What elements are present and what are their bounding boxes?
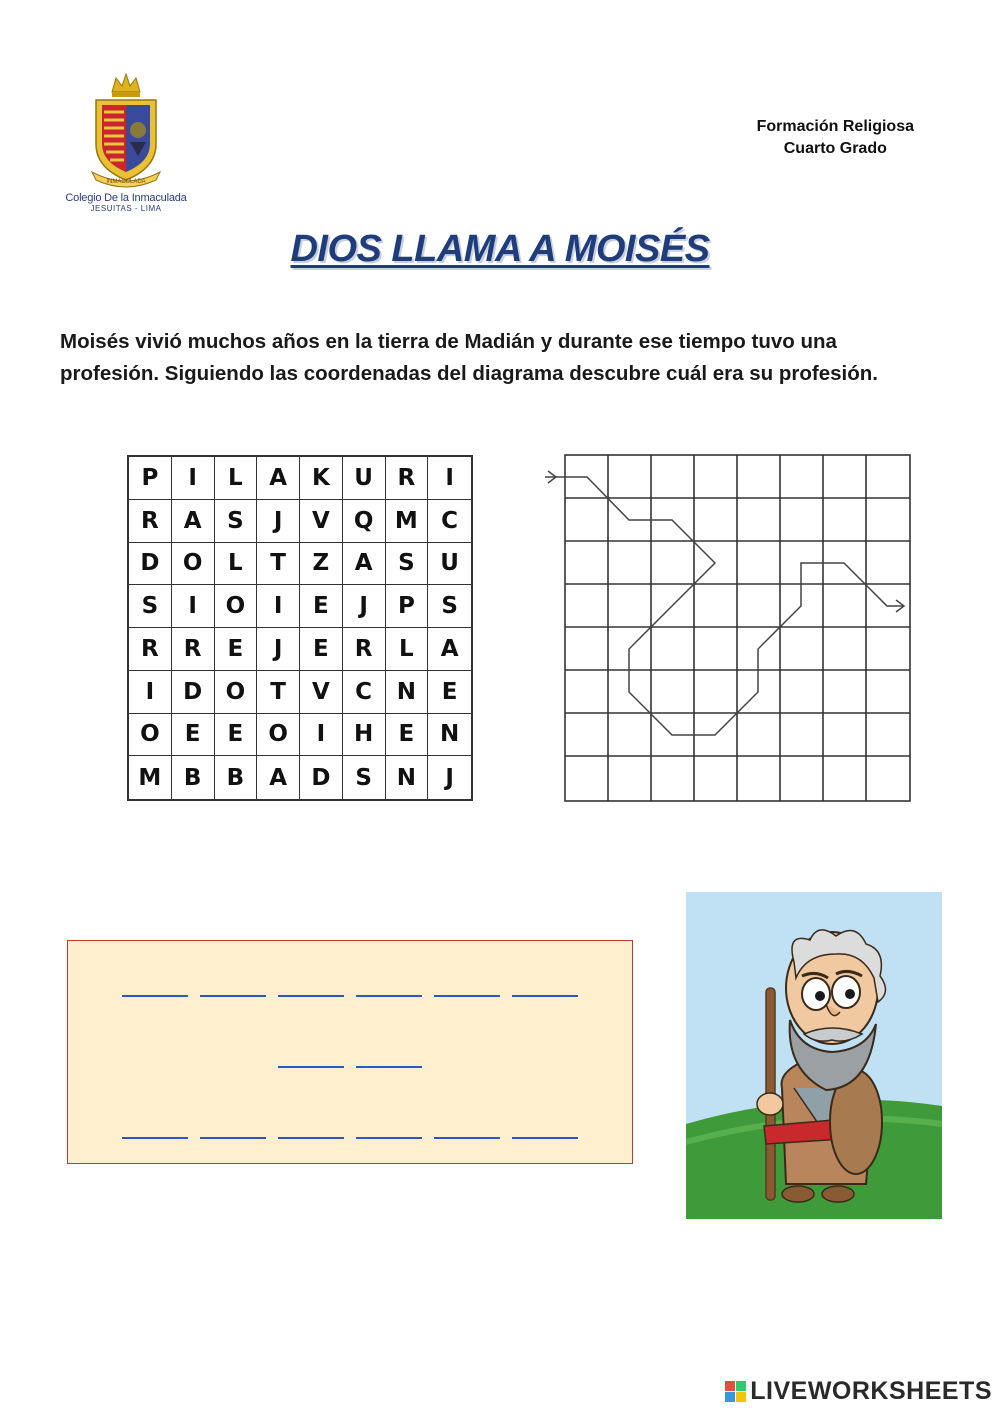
- letter-cell: O: [257, 714, 300, 757]
- letter-cell: E: [215, 628, 258, 671]
- answer-blank[interactable]: [278, 1064, 344, 1068]
- letter-cell: T: [257, 671, 300, 714]
- letter-cell: A: [343, 543, 386, 586]
- answer-blank[interactable]: [278, 1135, 344, 1139]
- letter-cell: A: [257, 756, 300, 799]
- letter-cell: O: [129, 714, 172, 757]
- letter-cell: E: [300, 628, 343, 671]
- answer-row-1: [68, 993, 632, 997]
- letter-cell: E: [215, 714, 258, 757]
- letter-cell: I: [172, 585, 215, 628]
- letter-cell: P: [129, 457, 172, 500]
- answer-blank[interactable]: [356, 993, 422, 997]
- school-city: JESUITAS - LIMA: [90, 204, 162, 213]
- letter-cell: R: [343, 628, 386, 671]
- letter-cell: B: [172, 756, 215, 799]
- answer-blank[interactable]: [512, 1135, 578, 1139]
- letter-cell: D: [172, 671, 215, 714]
- letter-cell: V: [300, 671, 343, 714]
- letter-cell: H: [343, 714, 386, 757]
- letter-cell: M: [386, 500, 429, 543]
- answer-blank[interactable]: [356, 1135, 422, 1139]
- liveworksheets-logo-icon: [725, 1381, 746, 1402]
- letter-cell: O: [172, 543, 215, 586]
- crest-ribbon-text: INMACULADA: [106, 179, 146, 185]
- letter-cell: P: [386, 585, 429, 628]
- letter-cell: O: [215, 671, 258, 714]
- instructions-text: Moisés vivió muchos años en la tierra de Madián y durante ese tiempo tuvo una profesión. Siguiendo las coordenadas del diagrama descubre cuál era su profesión.: [60, 330, 878, 385]
- page-title: DIOS LLAMA A MOISÉS: [290, 228, 710, 270]
- letter-cell: N: [386, 756, 429, 799]
- letter-grid: [127, 455, 473, 801]
- course-subject: Formación Religiosa: [756, 118, 914, 135]
- school-crest-icon: [86, 72, 166, 190]
- letter-cell: L: [215, 543, 258, 586]
- letter-cell: D: [300, 756, 343, 799]
- letter-cell: A: [172, 500, 215, 543]
- letter-cell: I: [428, 457, 471, 500]
- letter-cell: M: [129, 756, 172, 799]
- letter-cell: V: [300, 500, 343, 543]
- letter-cell: L: [386, 628, 429, 671]
- letter-cell: B: [215, 756, 258, 799]
- answer-blank[interactable]: [356, 1064, 422, 1068]
- letter-cell: U: [428, 543, 471, 586]
- letter-cell: E: [300, 585, 343, 628]
- letter-cell: R: [172, 628, 215, 671]
- path-diagram: [540, 452, 916, 804]
- letter-cell: A: [257, 457, 300, 500]
- brand-footer: [725, 1377, 992, 1406]
- path-line: [545, 477, 903, 735]
- letter-cell: C: [343, 671, 386, 714]
- letter-cell: R: [386, 457, 429, 500]
- letter-cell: J: [445, 764, 454, 791]
- answer-blank[interactable]: [434, 1135, 500, 1139]
- school-name: Colegio De la Inmaculada: [65, 192, 187, 204]
- letter-cell: N: [428, 714, 471, 757]
- letter-cell: T: [257, 543, 300, 586]
- letter-cell: J: [257, 628, 300, 671]
- letter-cell: Z: [300, 543, 343, 586]
- letter-cell: I: [300, 714, 343, 757]
- answer-blank[interactable]: [122, 993, 188, 997]
- answer-blank[interactable]: [200, 993, 266, 997]
- letter-cell: Q: [343, 500, 386, 543]
- answer-box: [67, 940, 633, 1164]
- school-logo: [58, 72, 194, 222]
- answer-blank[interactable]: [200, 1135, 266, 1139]
- letter-cell: I: [172, 457, 215, 500]
- answer-blank[interactable]: [434, 993, 500, 997]
- letter-cell: I: [129, 671, 172, 714]
- letter-cell: O: [215, 585, 258, 628]
- answer-row-3: [68, 1135, 632, 1139]
- answer-blank[interactable]: [122, 1135, 188, 1139]
- letter-cell: S: [386, 543, 429, 586]
- letter-cell: S: [215, 500, 258, 543]
- letter-cell: E: [386, 714, 429, 757]
- letter-cell: E: [428, 671, 471, 714]
- letter-cell: S: [129, 585, 172, 628]
- letter-cell: S: [428, 585, 471, 628]
- letter-cell: A: [428, 628, 471, 671]
- letter-cell: S: [343, 756, 386, 799]
- letter-cell: N: [386, 671, 429, 714]
- answer-row-2: [68, 1064, 632, 1068]
- letter-cell: I: [257, 585, 300, 628]
- course-grade: Cuarto Grado: [783, 140, 887, 157]
- answer-blank[interactable]: [512, 993, 578, 997]
- letter-cell: E: [172, 714, 215, 757]
- moses-illustration: [686, 892, 942, 1219]
- letter-cell: J: [343, 585, 386, 628]
- letter-cell: C: [428, 500, 471, 543]
- letter-cell: K: [300, 457, 343, 500]
- brand-name: LIVEWORKSHEETS: [750, 1377, 992, 1405]
- letter-cell: L: [215, 457, 258, 500]
- course-info: [757, 116, 914, 160]
- letter-cell: D: [129, 543, 172, 586]
- letter-cell: R: [129, 500, 172, 543]
- answer-blank[interactable]: [278, 993, 344, 997]
- letter-cell: R: [129, 628, 172, 671]
- letter-cell: J: [257, 500, 300, 543]
- letter-cell: U: [343, 457, 386, 500]
